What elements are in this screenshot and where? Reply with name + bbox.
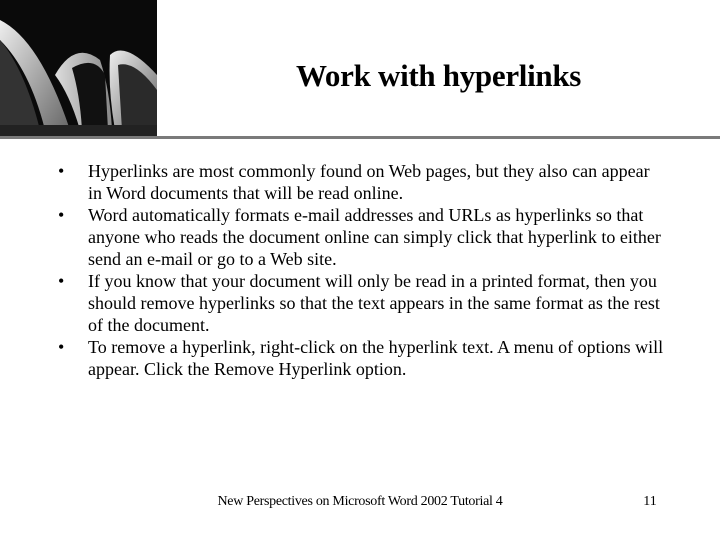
bullet-list [58,160,668,380]
title-divider [0,136,720,139]
bullet-item [58,204,668,270]
slide-title: Work with hyperlinks [295,58,582,93]
bullet-icon: • [58,271,65,291]
bullet-item [58,270,668,336]
bullet-item [58,160,668,204]
page-number: 11 [643,494,657,509]
bullet-text: Word automatically formats e-mail addresses and URLs as hyperlinks so that anyone who reads the document online can simply click that hyperlink to either send an e-mail or go to a Web site. [88,205,661,269]
bullet-text: Hyperlinks are most commonly found on Web pages, but they also can appear in Word documents that will be read online. [88,161,650,203]
bullet-icon: • [58,337,65,357]
slide-footer: New Perspectives on Microsoft Word 2002 Tutorial 4 [217,494,503,509]
bullet-text: To remove a hyperlink, right-click on the hyperlink text. A menu of options will appear. Click the Remove Hyperlink option. [88,337,664,379]
bullet-item [58,336,668,380]
bullet-icon: • [58,161,65,181]
bullet-icon: • [58,205,65,225]
opera-house-photo [0,0,157,137]
bullet-text: If you know that your document will only be read in a printed format, then you should remove hyperlinks so that the text appears in the same format as the rest of the document. [88,271,660,335]
